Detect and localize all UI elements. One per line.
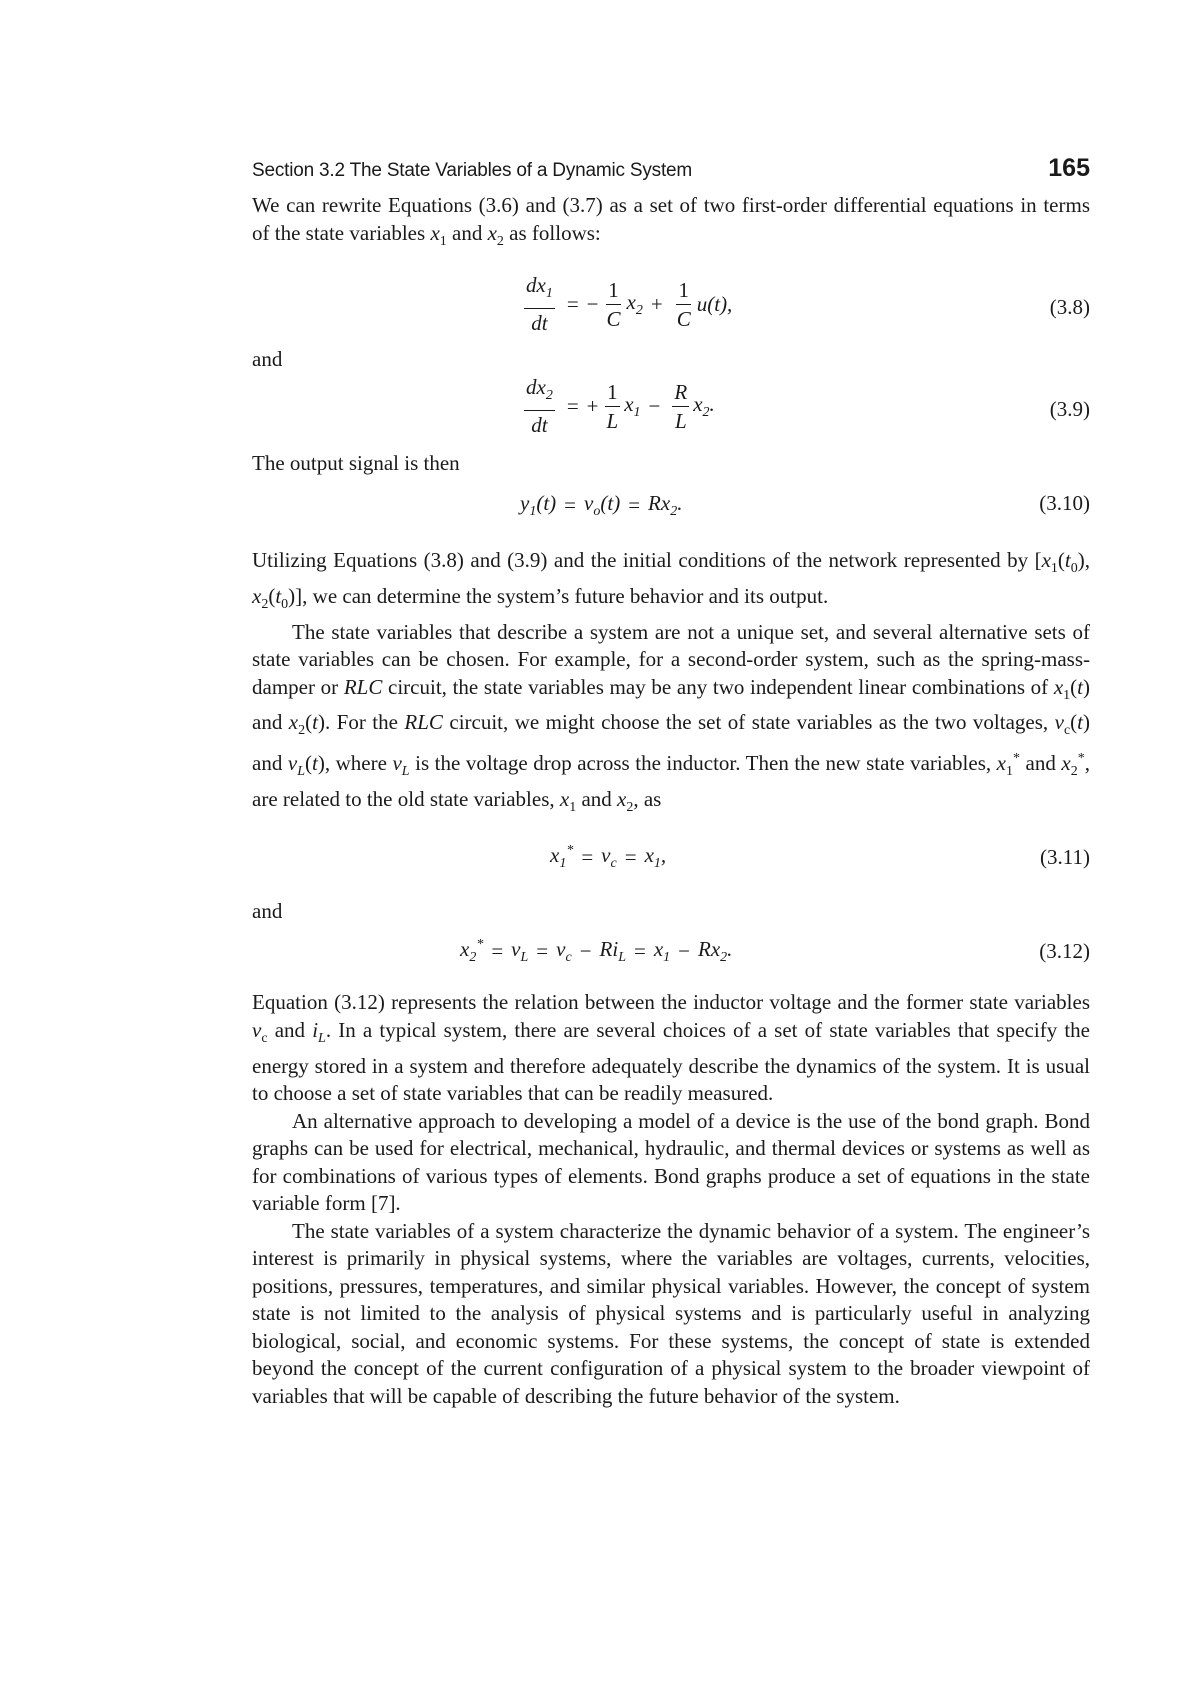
paragraph-intro: We can rewrite Equations (3.6) and (3.7) as a set of two first-order differential equations in terms of the state variables $x_1$ and $x_2$ as follows: <box>252 193 1090 249</box>
equation-number: (3.11) <box>1040 845 1090 870</box>
equation-3-8 <box>252 255 1090 351</box>
equation-3-11-body: $x_1^*$ = $v_c$ = $x_1$, <box>550 843 667 872</box>
equation-3-9-body: $\frac{dx_2}{dt}$ = + $\frac{1}{L}$ $x_1$ − $\frac{R}{L}$ $x_2$. <box>526 375 715 438</box>
connector-and-2: and <box>252 899 283 924</box>
running-header <box>252 152 1090 192</box>
connector-and-1: and <box>252 347 283 372</box>
equation-number: (3.9) <box>1049 397 1090 422</box>
paragraph-3: The state variables that describe a system are not a unique set, and several alternative sets of state variables can be chosen. For example, for a second-order system, such as the spring-mass-damper or RLC circuit, the state variables may be any two independent linear combinations of $x_1(t)$ and $x_2(t)$. For the RLC circuit, we might choose the set of state variables as the two voltages, $v_c(t)$ and $v_L(t)$, where $v_L$ is the voltage drop across the inductor. Then the new state variables, $x_1^*$ and $x_2^*$, are related to the old state variables, $x_1$ and $x_2$, as <box>252 619 1091 815</box>
paragraph-6: The state variables of a system characterize the dynamic behavior of a system. The engineer’s interest is primarily in physical systems, where the variables are voltages, currents, velocities, positions, pressures, temperatures, and similar physical variables. However, the concept of system state is not limited to the analysis of physical systems and is particularly useful in analyzing biological, social, and economic systems. For these systems, the concept of state is extended beyond the concept of the current configuration of a physical system to the broader viewpoint of variables that will be capable of describing the future behavior of the system. <box>252 1218 1090 1408</box>
equation-3-9 <box>252 375 1090 455</box>
section-title: Section 3.2 The State Variables of a Dynamic System <box>252 160 693 181</box>
equation-3-8-body: $\frac{dx_1}{dt}$ = − $\frac{1}{C}$ $x_2$ + $\frac{1}{C}$ u(t), <box>526 273 733 336</box>
paragraph-2: Utilizing Equations (3.8) and (3.9) and the initial conditions of the network represented by [$x_1(t_0)$, $x_2(t_0)$], we can determine the system’s future behavior and its output. <box>252 548 1090 613</box>
equation-3-12 <box>252 937 1090 989</box>
paragraph-5: An alternative approach to developing a model of a device is the use of the bond graph. Bond graphs can be used for electrical, mechanical, hydraulic, and thermal devices or systems as well as for combinations of various types of elements. Bond graphs produce a set of equations in the state variable form [7]. <box>252 1108 1090 1215</box>
equation-number: (3.8) <box>1049 295 1090 320</box>
equation-number: (3.12) <box>1039 939 1090 964</box>
paragraph-4: Equation (3.12) represents the relation between the inductor voltage and the former state variables $v_c$ and $i_L$. In a typical system, there are several choices of a set of state variables that specify the energy stored in a system and therefore adequately describe the dynamics of the system. It is usual to choose a set of state variables that can be readily measured. <box>252 990 1091 1105</box>
equation-3-12-body: $x_2^*$ = $v_L$ = $v_c$ − $Ri_L$ = $x_1$ − $Rx_2$. <box>460 937 733 966</box>
equation-number: (3.10) <box>1039 491 1090 516</box>
page-number: 165 <box>1048 154 1090 182</box>
output-intro: The output signal is then <box>252 451 460 476</box>
equation-3-11 <box>252 821 1090 903</box>
equation-3-10 <box>252 491 1090 547</box>
equation-3-10-body: $y_1(t)$ = $v_o(t)$ = $Rx_2$. <box>520 491 683 520</box>
page <box>252 152 1090 1410</box>
